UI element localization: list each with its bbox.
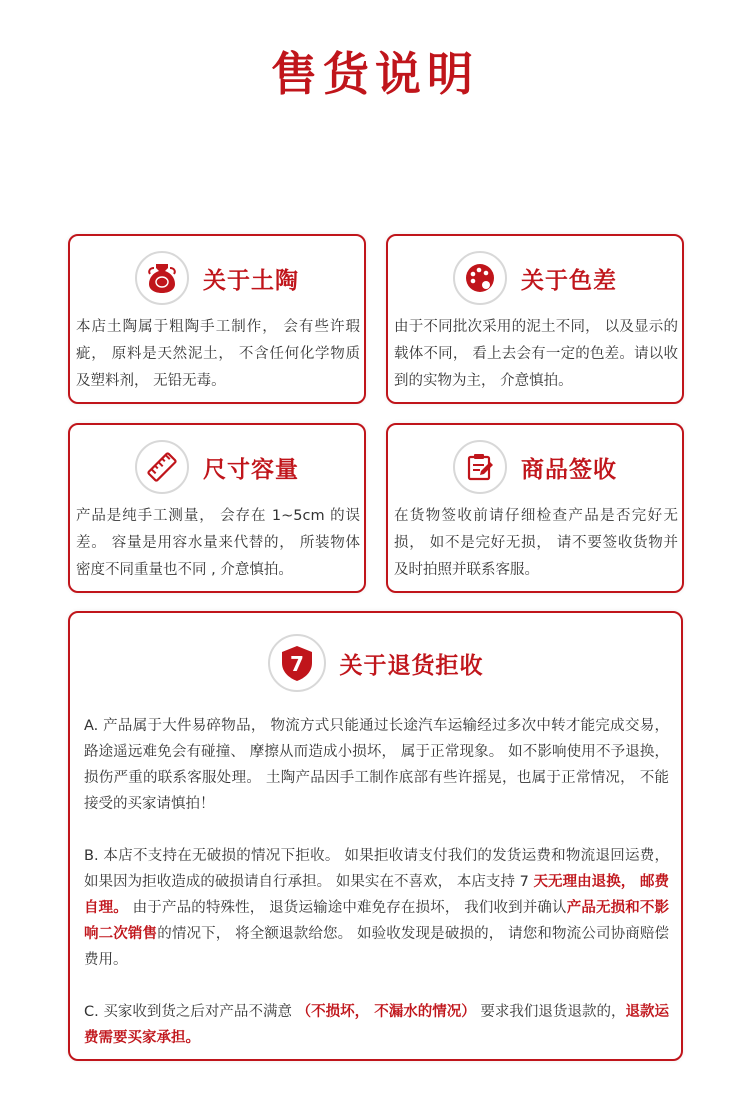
- card-about-color: [386, 234, 684, 404]
- card-text: 产品是纯手工测量， 会存在 1~5cm 的误差。 容量是用容水量来代替的， 所装物体密度不同重量也不同 , 介意慎拍。: [76, 508, 360, 578]
- card-title: 尺寸容量: [203, 456, 299, 483]
- card-title: 关于色差: [521, 267, 617, 294]
- card-header: [388, 250, 682, 306]
- card-header: [70, 250, 364, 306]
- card-about-pottery: [68, 234, 366, 404]
- highlight-segment: 邮费自理。: [84, 874, 670, 916]
- paragraph-c: [84, 999, 669, 1051]
- returns-text: [84, 713, 669, 1077]
- highlight-segment: 产品无损和不影响二次销售: [84, 900, 670, 942]
- text-segment: 要求我们退货退款的，: [475, 1004, 626, 1020]
- palette-icon: [453, 251, 507, 305]
- page-title: 售货说明: [271, 47, 479, 101]
- highlight-segment: （不损坏， 不漏水的情况）: [296, 1004, 476, 1020]
- card-returns-policy: [68, 611, 683, 1061]
- card-header: [388, 439, 682, 495]
- badge-number: 7: [289, 652, 304, 676]
- highlight-segment: 退款运费需要买家承担。: [84, 1004, 670, 1046]
- clipboard-icon: [453, 440, 507, 494]
- card-title: 商品签收: [521, 456, 617, 483]
- card-goods-receipt: [386, 423, 684, 593]
- card-text: 由于不同批次采用的泥土不同， 以及显示的载体不同， 看上去会有一定的色差。请以收到的实物为主， 介意慎拍。: [394, 319, 678, 389]
- paragraph-b: [84, 843, 669, 973]
- ruler-icon: [135, 440, 189, 494]
- card-title: 关于退货拒收: [339, 652, 484, 679]
- card-size-capacity: [68, 423, 366, 593]
- text-segment: C. 买家收到货之后对产品不满意: [84, 1004, 297, 1020]
- text-segment: 的情况下， 将全额退款给您。 如验收发现是破损的， 请您和物流公司协商赔偿费用。: [84, 926, 670, 968]
- card-text: 在货物签收前请仔细检查产品是否完好无损， 如不是完好无损， 请不要签收货物并及时拍照并联系客服。: [394, 508, 678, 578]
- highlight-segment: 天无理由退换，: [533, 874, 636, 890]
- card-text: 本店土陶属于粗陶手工制作， 会有些许瑕疵， 原料是天然泥土， 不含任何化学物质及塑料剂， 无铅无毒。: [76, 319, 360, 389]
- card-header: [70, 635, 681, 691]
- shield-seven-icon: [268, 634, 326, 692]
- text-segment: B. 本店不支持在无破损的情况下拒收。 如果拒收请支付我们的发货运费和物流退回运费， 如果因为拒收造成的破损请自行承担。 如果实在不喜欢， 本店支持 7: [84, 848, 669, 890]
- card-title: 关于土陶: [203, 267, 299, 294]
- jar-icon: [135, 251, 189, 305]
- text-segment: 由于产品的特殊性， 退货运输途中难免存在损坏， 我们收到并确认: [127, 900, 567, 916]
- paragraph-a: A. 产品属于大件易碎物品， 物流方式只能通过长途汽车运输经过多次中转才能完成交易， 路途遥远难免会有碰撞、 摩擦从而造成小损坏， 属于正常现象。 如不影响使用不予退换， 损伤严重的联系客服处理。 土陶产品因手工制作底部有些许摇晃，也属于正常情况， 不能接受的买家请慎拍！: [84, 718, 669, 812]
- card-header: [70, 439, 364, 495]
